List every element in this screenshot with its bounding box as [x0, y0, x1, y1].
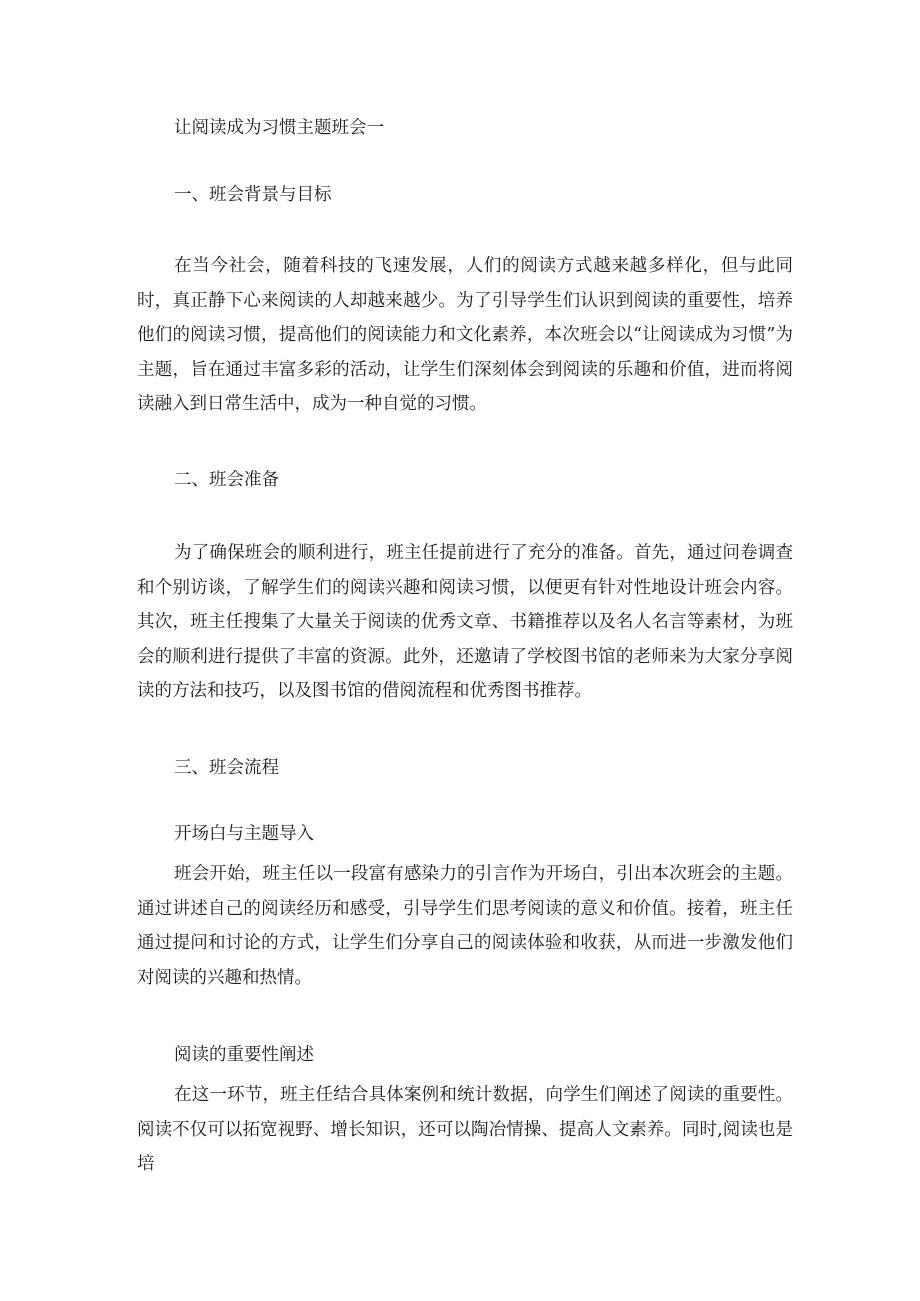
- document-title: 让阅读成为习惯主题班会一: [174, 118, 384, 138]
- section-heading-preparation: 二、班会准备: [174, 470, 279, 490]
- section-heading-process: 三、班会流程: [174, 758, 279, 778]
- paragraph-background: 在当今社会，随着科技的飞速发展，人们的阅读方式越来越多样化，但与此同时，真正静下心来阅读的人却越来越少。为了引导学生们认识到阅读的重要性，培养他们的阅读习惯，提高他们的阅读能力和文化素养，本次班会以“让阅读成为习惯”为主题，旨在通过丰富多彩的活动，让学生们深刻体会到阅读的乐趣和价值，进而将阅读融入到日常生活中，成为一种自觉的习惯。: [137, 256, 793, 414]
- paragraph-preparation: 为了确保班会的顺利进行，班主任提前进行了充分的准备。首先，通过问卷调查和个别访谈，了解学生们的阅读兴趣和阅读习惯，以便更有针对性地设计班会内容。其次，班主任搜集了大量关于阅读的优秀文章、书籍推荐以及名人名言等素材，为班会的顺利进行提供了丰富的资源。此外，还邀请了学校图书馆的老师来为大家分享阅读的方法和技巧，以及图书馆的借阅流程和优秀图书推荐。: [137, 543, 793, 701]
- paragraph-importance: 在这一环节，班主任结合具体案例和统计数据，向学生们阐述了阅读的重要性。阅读不仅可以拓宽视野、增长知识，还可以陶冶情操、提高人文素养。同时,阅读也是培: [137, 1085, 793, 1174]
- subheading-opening: 开场白与主题导入: [174, 824, 314, 844]
- paragraph-opening: 班会开始，班主任以一段富有感染力的引言作为开场白，引出本次班会的主题。通过讲述自己的阅读经历和感受，引导学生们思考阅读的意义和价值。接着，班主任通过提问和讨论的方式，让学生们分享自己的阅读体验和收获，从而进一步激发他们对阅读的兴趣和热情。: [137, 864, 793, 988]
- section-heading-background: 一、班会背景与目标: [174, 185, 332, 205]
- subheading-importance: 阅读的重要性阐述: [174, 1045, 314, 1065]
